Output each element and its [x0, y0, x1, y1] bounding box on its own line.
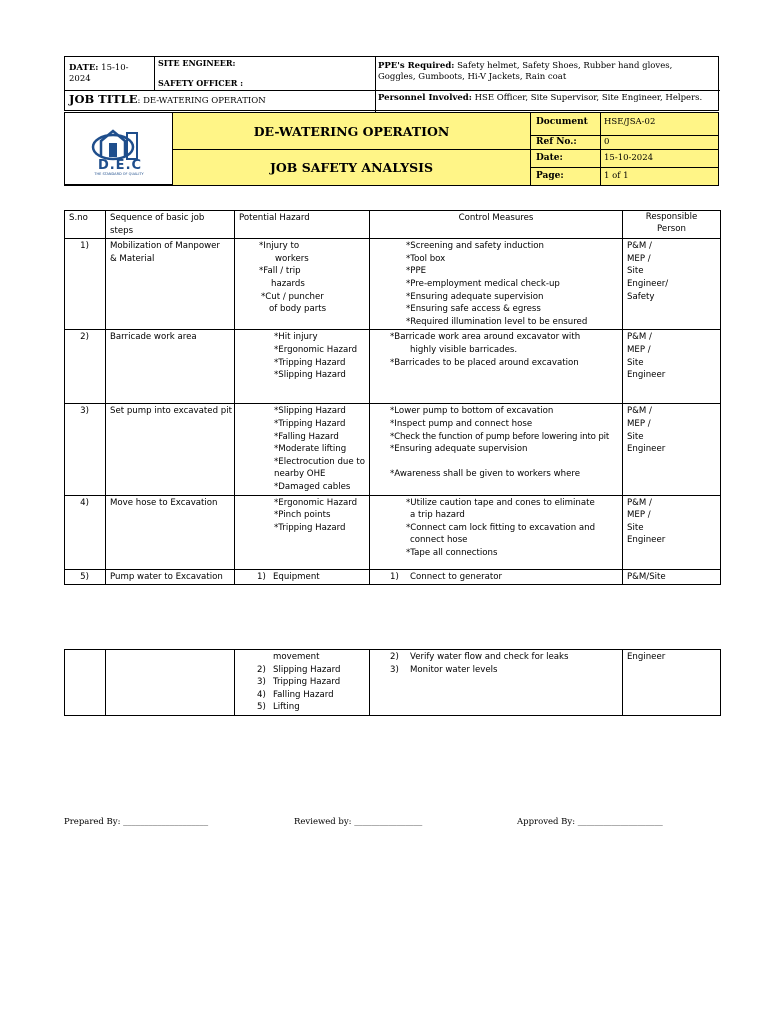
row-control	[370, 569, 623, 585]
info-table	[64, 56, 719, 111]
control-line	[390, 456, 622, 469]
hazard-text: Equipment	[273, 571, 320, 582]
control-line: connect hose	[410, 535, 468, 546]
approved-by: Approved By: ____________________	[517, 817, 663, 827]
hazard-num: 4)	[257, 689, 266, 700]
job-title-cell	[65, 91, 376, 112]
hazard-line	[257, 571, 365, 584]
date-label: DATE:	[69, 63, 99, 73]
control-num: 1)	[390, 571, 399, 582]
control-text: Monitor water levels	[410, 664, 498, 675]
person-line: Site	[627, 431, 644, 442]
control-text: Connect to generator	[410, 571, 503, 582]
hazard-line: hazards	[271, 278, 305, 289]
safety-officer-label: SAFETY OFFICER :	[158, 78, 244, 88]
site-engineer-label: SITE ENGINEER:	[158, 58, 236, 68]
date-meta-label: Date:	[531, 150, 601, 168]
step-line: Set pump into excavated pit	[110, 406, 232, 417]
row-hazard	[235, 330, 370, 404]
personnel-label: Personnel Involved:	[378, 93, 472, 103]
person-line: MEP /	[627, 344, 651, 355]
hazard-text: Slipping Hazard	[273, 664, 341, 675]
hazard-line: nearby OHE	[274, 469, 326, 480]
hazard-line: *Hit injury	[274, 332, 318, 343]
row-person	[623, 569, 721, 585]
hazard-text: movement	[273, 652, 320, 662]
row-step	[106, 495, 235, 569]
table-row	[65, 239, 721, 330]
control-line: *Screening and safety induction	[406, 241, 544, 252]
ref-label: Ref No.:	[531, 136, 601, 150]
logo-cell	[65, 113, 173, 185]
hazard-line: *Slipping Hazard	[274, 406, 346, 417]
logo-tagline: THE STANDARD OF QUALITY	[94, 172, 144, 176]
logo-text: D.E.C	[97, 158, 143, 173]
reviewed-by: Reviewed by: ________________	[294, 817, 423, 827]
row-person	[623, 650, 721, 716]
control-line: a trip hazard	[410, 510, 465, 521]
ppe-value: Safety helmet, Safety Shoes, Rubber hand gloves,	[454, 61, 673, 71]
personnel-cell	[376, 91, 720, 112]
hazard-num: 1)	[257, 571, 266, 582]
person-line: P&M /	[627, 241, 652, 252]
person-line: Engineer	[627, 444, 666, 455]
row-step	[106, 330, 235, 404]
control-line: *PPE	[406, 266, 427, 277]
row-step	[106, 569, 235, 585]
title-cell	[173, 113, 531, 150]
person-line: P&M/Site	[627, 571, 666, 582]
row-step	[106, 650, 235, 716]
hazard-line: of body parts	[269, 304, 327, 315]
control-line	[390, 664, 618, 677]
row-control	[370, 404, 623, 495]
hazard-line	[257, 689, 365, 702]
control-line: *Connect cam lock fitting to excavation and	[406, 522, 596, 533]
subtitle-cell	[173, 150, 531, 185]
control-num: 3)	[390, 664, 399, 675]
document-header	[64, 112, 719, 186]
hazard-line: *Injury to	[259, 241, 300, 252]
row-sno: 1)	[65, 239, 106, 330]
step-line: Move hose to Excavation	[110, 497, 218, 508]
control-line: *Check the function of pump before lowering into pit	[390, 431, 610, 442]
person-line: MEP /	[627, 418, 651, 429]
row-person	[623, 495, 721, 569]
job-title-label: JOB TITLE	[69, 92, 138, 106]
hazard-text: Lifting	[273, 702, 300, 713]
ppe-cell	[376, 57, 720, 91]
control-text: Verify water flow and check for leaks	[410, 652, 569, 662]
row-control	[370, 330, 623, 404]
step-line: Pump water to Excavation	[110, 571, 223, 582]
person-line: MEP /	[627, 510, 651, 521]
control-line	[390, 571, 618, 584]
table-row	[65, 495, 721, 569]
header-person-line-2: Person	[657, 223, 686, 234]
control-line: *Tape all connections	[406, 547, 498, 558]
person-line: Engineer	[627, 370, 666, 381]
jsa-table	[64, 210, 721, 585]
step-line: & Material	[110, 253, 155, 264]
ref-value: 0	[601, 136, 718, 150]
row-hazard	[235, 239, 370, 330]
table-row	[65, 404, 721, 495]
row-sno: 3)	[65, 404, 106, 495]
row-step	[106, 404, 235, 495]
hazard-line	[257, 676, 365, 689]
control-line: *Ensuring safe access & egress	[406, 304, 541, 315]
person-line: Safety	[627, 291, 655, 302]
date-cell	[65, 57, 155, 91]
row-control	[370, 239, 623, 330]
header-person-line-1: Responsible	[645, 212, 698, 222]
hazard-line: *Slipping Hazard	[274, 370, 346, 381]
hazard-line	[257, 701, 365, 714]
hazard-line: *Electrocution due to	[274, 456, 366, 467]
row-person	[623, 239, 721, 330]
page-label: Page:	[531, 168, 601, 185]
header-steps: Sequence of basic job steps	[106, 211, 235, 239]
control-line: *Ensuring adequate supervision	[390, 444, 528, 455]
table-row	[65, 650, 721, 716]
person-line: MEP /	[627, 253, 651, 264]
hazard-line: workers	[275, 253, 309, 264]
row-sno	[65, 650, 106, 716]
person-line: Site	[627, 357, 644, 368]
person-line: Engineer/	[627, 278, 669, 289]
document-value: HSE/JSA-02	[601, 113, 718, 136]
header-person	[623, 211, 721, 239]
personnel-value: HSE Officer, Site Supervisor, Site Engineer, Helpers.	[471, 93, 703, 103]
hazard-line: *Tripping Hazard	[274, 357, 346, 368]
control-line: *Utilize caution tape and cones to eliminate	[406, 497, 595, 508]
person-line: Site	[627, 266, 644, 277]
control-line	[390, 651, 618, 664]
row-sno: 4)	[65, 495, 106, 569]
row-control	[370, 495, 623, 569]
hazard-line: *Ergonomic Hazard	[274, 344, 358, 355]
date-meta-value: 15-10-2024	[601, 150, 718, 168]
header-sno: S.no	[65, 211, 106, 239]
date-value: 15-10-2024	[69, 63, 129, 84]
hazard-line	[257, 664, 365, 677]
control-line: *Tool box	[406, 253, 446, 264]
hazard-text: Falling Hazard	[273, 689, 334, 700]
hazard-num: 3)	[257, 677, 266, 688]
row-hazard	[235, 569, 370, 585]
row-hazard	[235, 495, 370, 569]
row-sno: 5)	[65, 569, 106, 585]
table-row	[65, 569, 721, 585]
header-hazard: Potential Hazard	[235, 211, 370, 239]
row-hazard	[235, 650, 370, 716]
ppe-label: PPE's Required:	[378, 61, 455, 71]
control-line: *Barricades to be placed around excavation	[390, 357, 579, 368]
hazard-line: *Ergonomic Hazard	[274, 497, 358, 508]
header-control: Control Measures	[370, 211, 623, 239]
document-label: Document	[531, 113, 601, 136]
hazard-line: *Pinch points	[274, 510, 331, 521]
hazard-line: *Tripping Hazard	[274, 418, 346, 429]
table-header-row	[65, 211, 721, 239]
site-engineer-cell	[155, 57, 376, 91]
table-row	[65, 330, 721, 404]
control-line: *Inspect pump and connect hose	[390, 418, 533, 429]
person-line: P&M /	[627, 497, 652, 508]
hazard-line: *Fall / trip	[259, 266, 301, 277]
control-line: *Pre-employment medical check-up	[406, 278, 560, 289]
jsa-table-continuation	[64, 649, 721, 716]
control-line: *Required illumination level to be ensured	[406, 316, 588, 327]
hazard-line: *Damaged cables	[274, 481, 351, 492]
row-hazard	[235, 404, 370, 495]
control-line: *Awareness shall be given to workers where	[390, 469, 581, 480]
control-line: *Lower pump to bottom of excavation	[390, 406, 554, 417]
control-line: *Barricade work area around excavator with	[390, 332, 581, 343]
row-control	[370, 650, 623, 716]
person-line: Engineer	[627, 652, 666, 662]
person-line: P&M /	[627, 332, 652, 343]
control-num: 2)	[390, 652, 399, 662]
hazard-num: 2)	[257, 664, 266, 675]
row-step	[106, 239, 235, 330]
hazard-num: 5)	[257, 702, 266, 713]
page-subtitle: JOB SAFETY ANALYSIS	[269, 160, 434, 175]
control-line: highly visible barricades.	[410, 344, 518, 355]
step-line: Barricade work area	[110, 332, 197, 343]
hazard-text: Tripping Hazard	[273, 677, 341, 688]
control-line: *Ensuring adequate supervision	[406, 291, 544, 302]
person-line: P&M /	[627, 406, 652, 417]
page-title: DE-WATERING OPERATION	[253, 123, 450, 139]
person-line: Site	[627, 522, 644, 533]
row-sno: 2)	[65, 330, 106, 404]
job-title-value: : DE-WATERING OPERATION	[137, 96, 266, 106]
hazard-line	[257, 651, 365, 664]
page-value: 1 of 1	[601, 168, 718, 185]
step-line: Mobilization of Manpower	[110, 241, 220, 252]
hazard-line: *Cut / puncher	[261, 291, 324, 302]
row-person	[623, 330, 721, 404]
person-line: Engineer	[627, 535, 666, 546]
prepared-by: Prepared By: ____________________	[64, 817, 209, 827]
hazard-line: *Moderate lifting	[274, 444, 347, 455]
row-person	[623, 404, 721, 495]
ppe-value-2: Goggles, Gumboots, Hi-V Jackets, Rain coat	[378, 72, 567, 82]
hazard-line: *Falling Hazard	[274, 431, 339, 442]
hazard-line: *Tripping Hazard	[274, 522, 346, 533]
